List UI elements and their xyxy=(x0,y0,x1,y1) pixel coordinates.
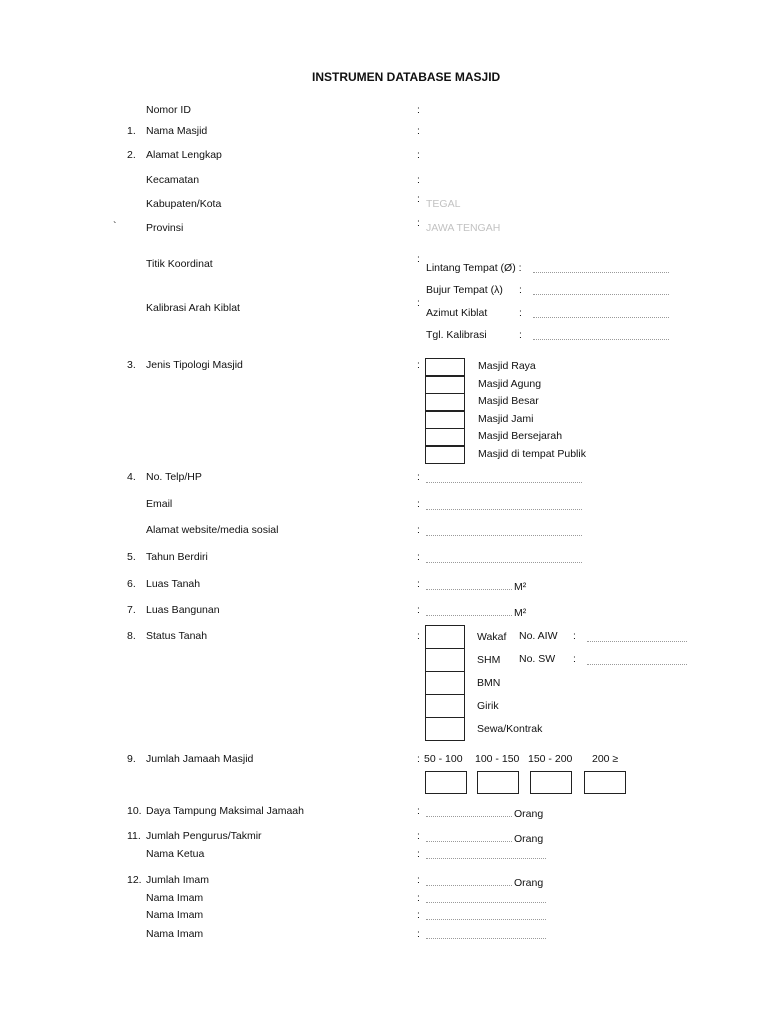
field-label: Kabupaten/Kota xyxy=(146,198,222,210)
field-label: Nama Imam xyxy=(146,928,204,940)
jamaah-range-checkbox[interactable] xyxy=(477,771,519,794)
colon: : xyxy=(417,892,420,904)
status-number-input[interactable] xyxy=(587,641,687,642)
document-title: INSTRUMEN DATABASE MASJID xyxy=(312,70,501,84)
unit-label: Orang xyxy=(514,833,544,845)
unit-label: Orang xyxy=(514,877,544,889)
row-number: 12. xyxy=(127,874,142,886)
field-input[interactable] xyxy=(426,589,512,590)
tipologi-checkbox[interactable] xyxy=(425,411,465,429)
colon: : xyxy=(519,284,522,296)
stray-mark: ` xyxy=(113,220,117,232)
row-number: 7. xyxy=(127,604,136,616)
jamaah-range-label: 200 ≥ xyxy=(592,753,619,765)
status-checkbox[interactable] xyxy=(425,694,465,718)
colon: : xyxy=(417,217,420,229)
field-label: Nomor ID xyxy=(146,104,191,116)
field-label: Titik Koordinat xyxy=(146,258,213,270)
row-number: 4. xyxy=(127,471,136,483)
colon: : xyxy=(417,359,420,371)
field-input[interactable] xyxy=(426,615,512,616)
colon: : xyxy=(417,471,420,483)
colon: : xyxy=(519,307,522,319)
field-input[interactable] xyxy=(426,509,582,510)
status-number-label: No. SW xyxy=(519,653,556,665)
row-number: 2. xyxy=(127,149,136,161)
colon: : xyxy=(417,830,420,842)
coord-input[interactable] xyxy=(533,294,669,295)
jamaah-range-label: 50 - 100 xyxy=(424,753,463,765)
field-input[interactable] xyxy=(426,562,582,563)
field-label: Status Tanah xyxy=(146,630,208,642)
coord-input[interactable] xyxy=(533,272,669,273)
row-number: 1. xyxy=(127,125,136,137)
field-label: Tahun Berdiri xyxy=(146,551,208,563)
tipologi-option-label: Masjid Raya xyxy=(478,360,536,372)
tipologi-option-label: Masjid Bersejarah xyxy=(478,430,563,443)
field-label: Luas Bangunan xyxy=(146,604,220,616)
field-input[interactable] xyxy=(426,816,512,817)
field-label: Kecamatan xyxy=(146,174,200,186)
unit-label: Orang xyxy=(514,808,544,820)
field-label: Kalibrasi Arah Kiblat xyxy=(146,302,240,314)
colon: : xyxy=(417,297,420,309)
coord-label: Tgl. Kalibrasi xyxy=(426,329,487,341)
colon: : xyxy=(417,630,420,642)
coord-input[interactable] xyxy=(533,339,669,340)
status-option-label: BMN xyxy=(477,677,501,689)
jamaah-range-checkbox[interactable] xyxy=(425,771,467,794)
field-value[interactable]: TEGAL xyxy=(426,198,461,210)
unit-label: M² xyxy=(514,581,527,593)
status-checkbox[interactable] xyxy=(425,625,465,649)
row-number: 10. xyxy=(127,805,142,817)
field-label: Daya Tampung Maksimal Jamaah xyxy=(146,805,304,817)
tipologi-option-label: Masjid Besar xyxy=(478,395,539,408)
jamaah-range-label: 100 - 150 xyxy=(475,753,520,765)
field-input[interactable] xyxy=(426,919,546,920)
tipologi-checkbox[interactable] xyxy=(425,446,465,464)
jamaah-range-checkbox[interactable] xyxy=(530,771,572,794)
status-option-label: Girik xyxy=(477,700,499,712)
status-checkbox[interactable] xyxy=(425,648,465,672)
status-option-label: Wakaf xyxy=(477,631,507,643)
field-input[interactable] xyxy=(426,885,512,886)
field-input[interactable] xyxy=(426,482,582,483)
field-label: Nama Imam xyxy=(146,892,204,904)
field-input[interactable] xyxy=(426,841,512,842)
field-input[interactable] xyxy=(426,535,582,536)
field-input[interactable] xyxy=(426,938,546,939)
status-option-label: Sewa/Kontrak xyxy=(477,723,543,735)
colon: : xyxy=(417,848,420,860)
colon: : xyxy=(417,193,420,205)
row-number: 9. xyxy=(127,753,136,765)
status-number-input[interactable] xyxy=(587,664,687,665)
row-number: 6. xyxy=(127,578,136,590)
tipologi-option-label: Masjid Jami xyxy=(478,412,534,425)
tipologi-checkbox[interactable] xyxy=(425,376,465,394)
colon: : xyxy=(417,149,420,161)
colon: : xyxy=(573,630,576,642)
field-input[interactable] xyxy=(426,858,546,859)
tipologi-option-label: Masjid Agung xyxy=(478,377,542,390)
row-number: 5. xyxy=(127,551,136,563)
colon: : xyxy=(417,551,420,563)
field-label: Jumlah Jamaah Masjid xyxy=(146,753,254,765)
colon: : xyxy=(519,329,522,341)
colon: : xyxy=(573,653,576,665)
tipologi-checkbox[interactable] xyxy=(425,393,465,411)
field-label: Alamat Lengkap xyxy=(146,149,222,161)
field-input[interactable] xyxy=(426,902,546,903)
jamaah-range-label: 150 - 200 xyxy=(528,753,573,765)
colon: : xyxy=(417,104,420,116)
field-label: Jumlah Pengurus/Takmir xyxy=(146,830,262,842)
coord-label: Lintang Tempat (Ø) : xyxy=(426,262,522,274)
colon: : xyxy=(417,805,420,817)
status-option-label: SHM xyxy=(477,654,501,666)
field-label: Luas Tanah xyxy=(146,578,201,590)
field-label: Provinsi xyxy=(146,222,184,234)
colon: : xyxy=(417,874,420,886)
unit-label: M² xyxy=(514,607,527,619)
colon: : xyxy=(417,578,420,590)
tipologi-option-label: Masjid di tempat Publik xyxy=(478,448,586,460)
colon: : xyxy=(417,753,420,765)
colon: : xyxy=(417,253,420,265)
colon: : xyxy=(417,909,420,921)
field-label: Jenis Tipologi Masjid xyxy=(146,359,243,371)
colon: : xyxy=(417,604,420,616)
field-value[interactable]: JAWA TENGAH xyxy=(426,222,501,234)
field-label: Nama Ketua xyxy=(146,848,205,860)
colon: : xyxy=(417,928,420,940)
status-checkbox[interactable] xyxy=(425,671,465,695)
row-number: 11. xyxy=(127,830,141,842)
jamaah-range-checkbox[interactable] xyxy=(584,771,626,794)
coord-label: Azimut Kiblat xyxy=(426,307,488,319)
coord-input[interactable] xyxy=(533,317,669,318)
field-label: No. Telp/HP xyxy=(146,471,202,483)
field-label: Alamat website/media sosial xyxy=(146,524,279,536)
field-label: Nama Masjid xyxy=(146,125,208,137)
row-number: 8. xyxy=(127,630,136,642)
colon: : xyxy=(417,524,420,536)
row-number: 3. xyxy=(127,359,136,371)
colon: : xyxy=(417,498,420,510)
field-label: Jumlah Imam xyxy=(146,874,210,886)
colon: : xyxy=(417,125,420,137)
coord-label: Bujur Tempat (λ) xyxy=(426,284,503,296)
status-number-label: No. AIW xyxy=(519,630,558,642)
status-checkbox[interactable] xyxy=(425,717,465,741)
colon: : xyxy=(417,174,420,186)
tipologi-checkbox[interactable] xyxy=(425,428,465,446)
field-label: Email xyxy=(146,498,173,510)
field-label: Nama Imam xyxy=(146,909,204,921)
tipologi-checkbox[interactable] xyxy=(425,358,465,376)
